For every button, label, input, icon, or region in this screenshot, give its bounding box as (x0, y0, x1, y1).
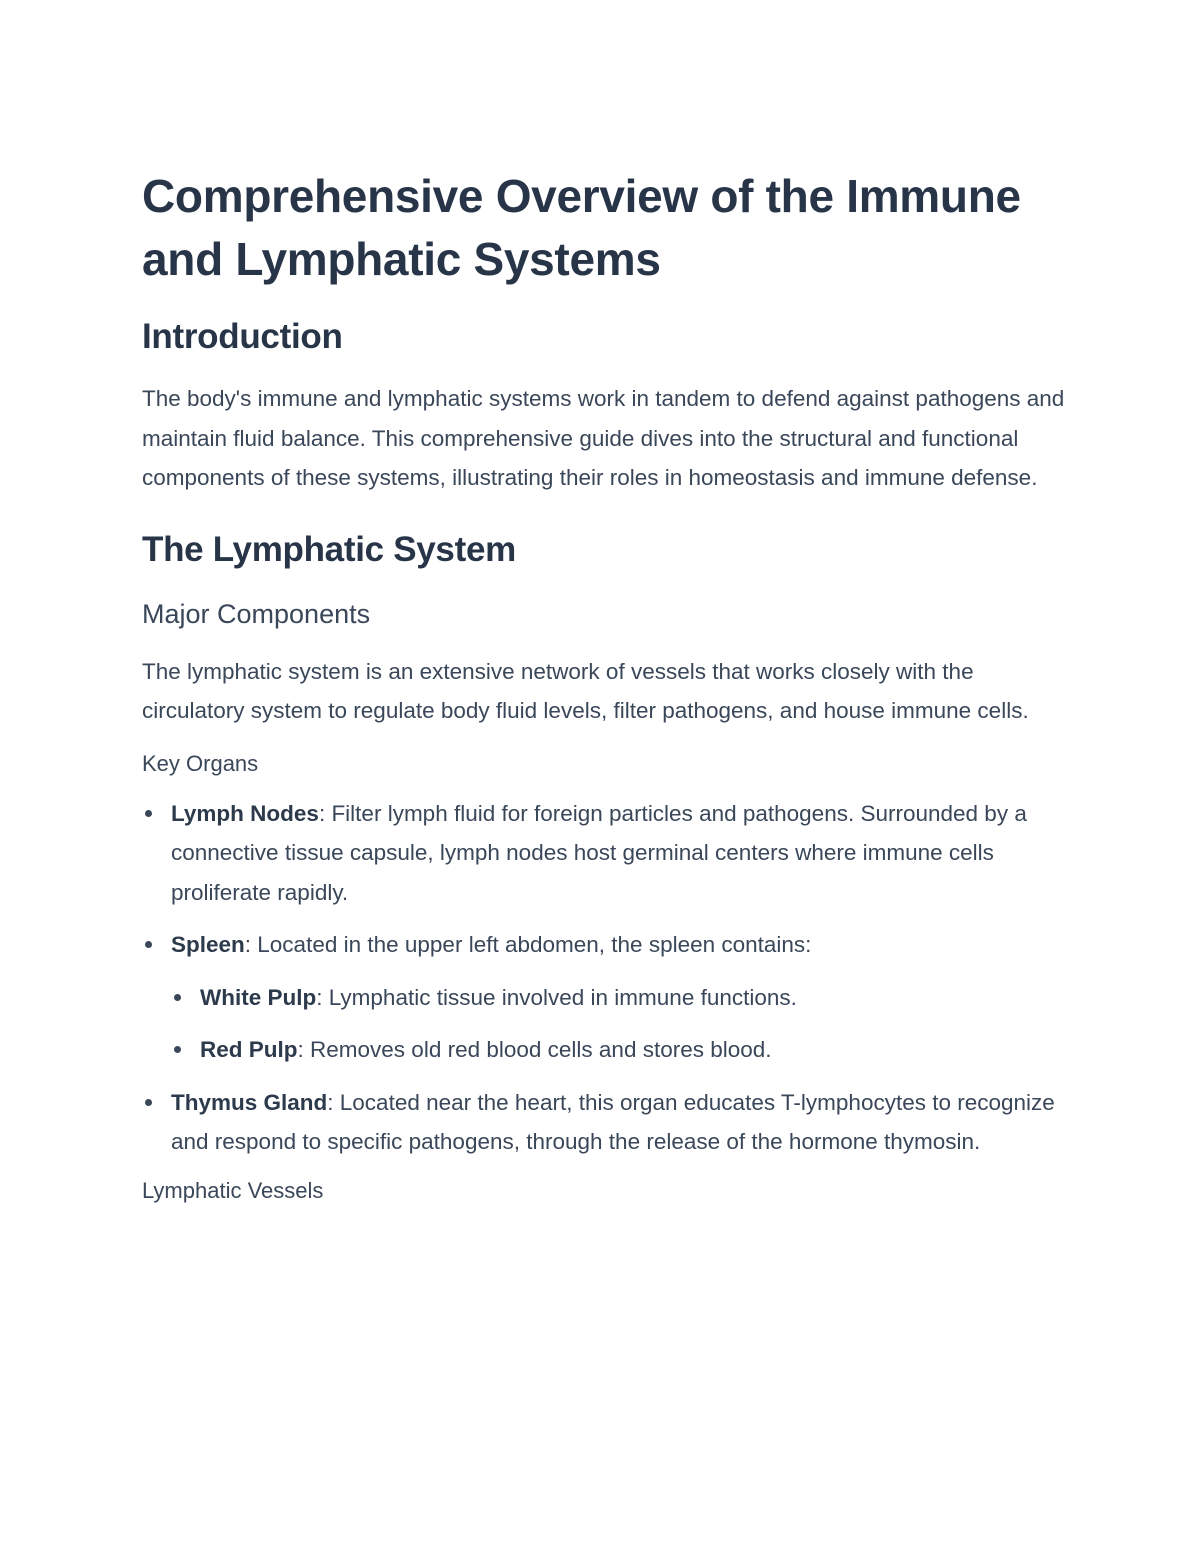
list-item-text: : Lymphatic tissue involved in immune functions. (316, 984, 797, 1010)
list-item-text: : Located in the upper left abdomen, the spleen contains: (244, 932, 812, 957)
sublist-item-white-pulp (171, 978, 1072, 1018)
key-organs-heading: Key Organs (142, 750, 259, 776)
list-item-term: Thymus Gland (171, 1089, 328, 1115)
list-item-text: : Removes old red blood cells and stores blood. (297, 1037, 772, 1062)
lymphatic-vessels-heading: Lymphatic Vessels (142, 1177, 324, 1203)
document-title: Comprehensive Overview of the Immune and Lymphatic Systems (142, 170, 1021, 285)
spleen-sublist (171, 978, 1072, 1070)
list-item-term: White Pulp (200, 984, 317, 1010)
major-components-paragraph: The lymphatic system is an extensive network of vessels that works closely with the circulatory system to regulate body fluid levels, filter pathogens, and house immune cells. (142, 658, 1029, 723)
introduction-heading: Introduction (142, 317, 343, 356)
lymphatic-system-heading: The Lymphatic System (142, 529, 516, 569)
introduction-paragraph: The body's immune and lymphatic systems work in tandem to defend against pathogens and maintain fluid balance. This comprehensive guide dives into the structural and functional components of these systems, illustrating their roles in homeostasis and immune defense. (142, 386, 1065, 490)
sublist-item-red-pulp (171, 1030, 1072, 1070)
list-item-lymph-nodes (142, 794, 1072, 913)
major-components-heading: Major Components (142, 598, 371, 629)
list-item-spleen (142, 925, 1072, 1070)
list-item-text: : Filter lymph fluid for foreign particles and pathogens. Surrounded by a connective tissue capsule, lymph nodes host germinal centers where immune cells proliferate rapidly. (171, 800, 1027, 905)
list-item-term: Lymph Nodes (171, 800, 319, 826)
key-organs-list (142, 794, 1072, 1162)
list-item-text: : Located near the heart, this organ educates T-lymphocytes to recognize and respond to specific pathogens, through the release of the hormone thymosin. (171, 1089, 1055, 1154)
list-item-term: Spleen (171, 932, 245, 957)
list-item-term: Red Pulp (200, 1037, 298, 1062)
document-page (142, 165, 1072, 1207)
list-item-thymus-gland (142, 1083, 1072, 1162)
